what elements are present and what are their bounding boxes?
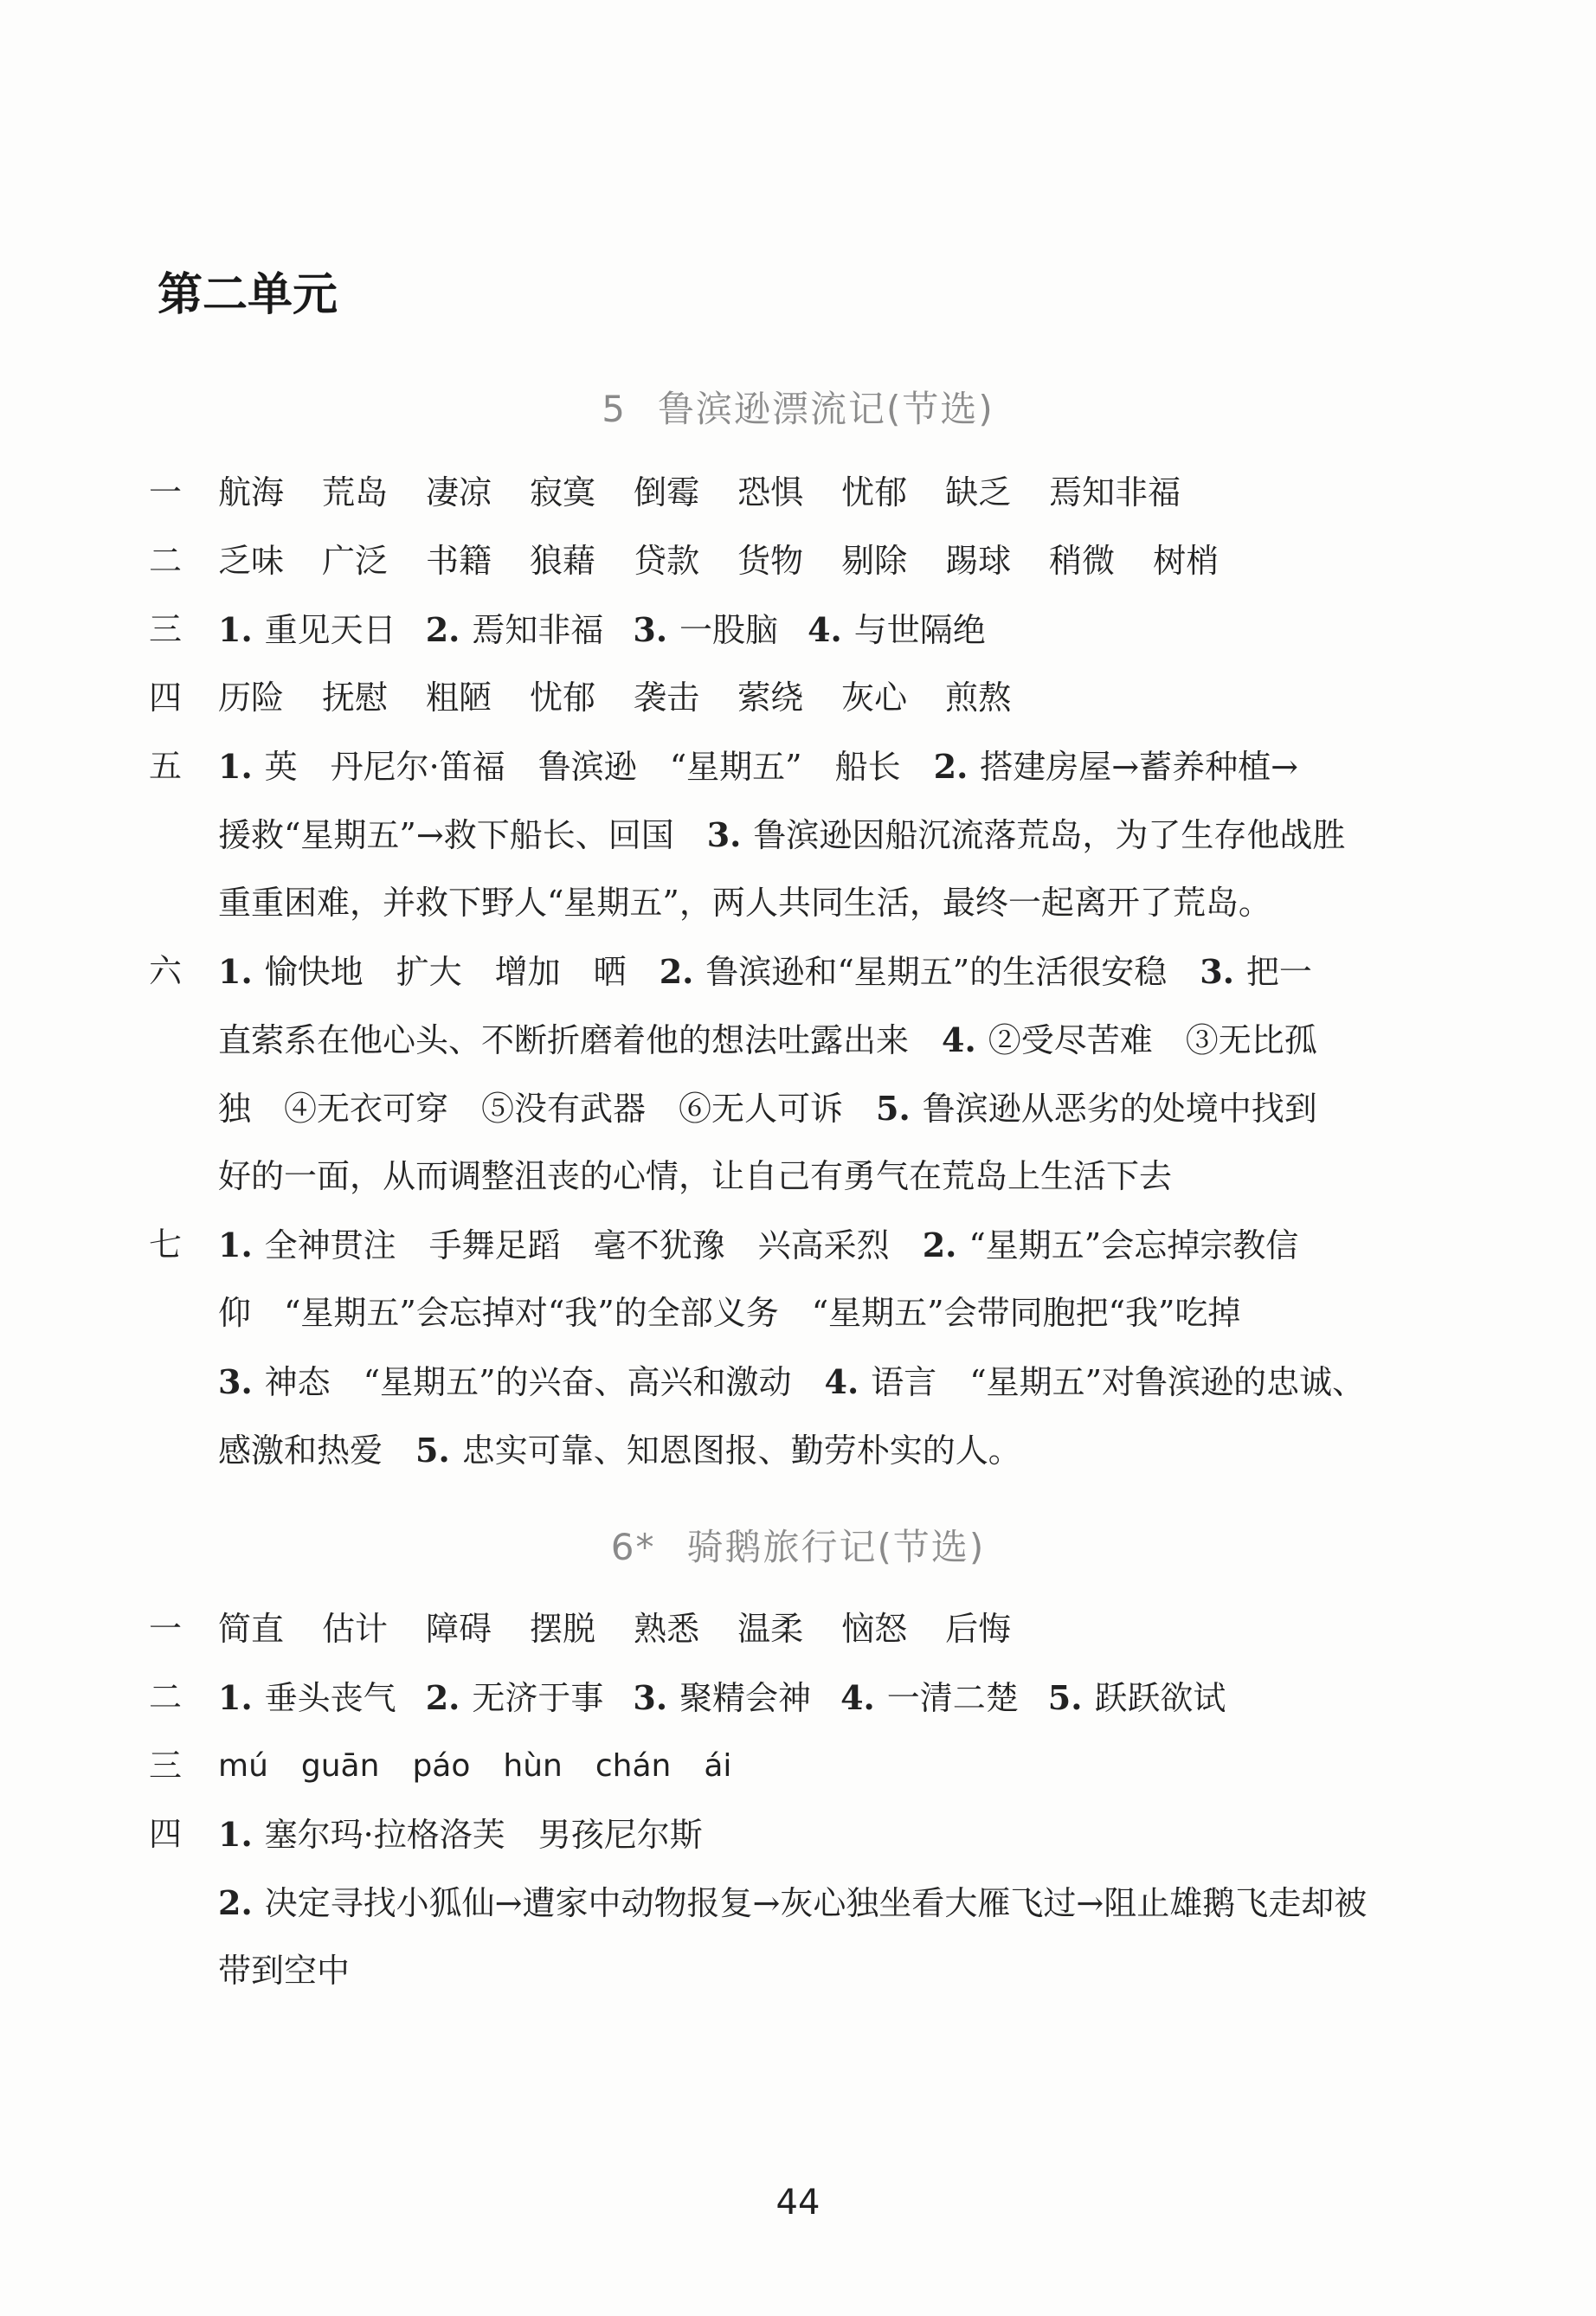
answer-word: 忧郁	[530, 679, 596, 717]
question-label: 三	[149, 610, 183, 648]
answer-number: 5.	[1047, 1678, 1083, 1717]
answer-text: 塞尔玛·拉格洛芙 男孩尼尔斯	[264, 1816, 703, 1854]
answer-word: 稍微	[1049, 542, 1116, 580]
answer-line	[218, 1937, 1447, 2005]
answer-number: 2.	[922, 1226, 957, 1264]
answer-text: 英 丹尼尔·笛福 鲁滨逊 “星期五” 船长	[264, 748, 901, 786]
answer-word: 煎熬	[945, 679, 1012, 717]
answer-text: 鲁滨逊从恶劣的处境中找到	[922, 1090, 1317, 1128]
answer-number: 5.	[876, 1089, 911, 1128]
answer-number: 1.	[218, 952, 253, 991]
answer-number: 4.	[808, 610, 842, 649]
answer-line	[218, 1074, 1447, 1142]
answer-line	[218, 732, 1447, 801]
answer-word: 估计	[322, 1610, 389, 1648]
answer-text: 直萦系在他心头、不断折磨着他的想法吐露出来	[218, 1021, 910, 1059]
question-label: 五	[149, 747, 183, 785]
question-label: 一	[149, 473, 183, 511]
answer-word: 后悔	[945, 1610, 1012, 1648]
page-number: 44	[775, 2183, 821, 2223]
numbered-answer	[633, 1679, 811, 1717]
word-list	[218, 527, 1447, 595]
question-label: 二	[149, 542, 183, 580]
numbered-answer	[426, 1679, 604, 1717]
numbered-answer	[1048, 1679, 1226, 1717]
answer-paragraph	[218, 1800, 1447, 2005]
answer-number: 1.	[218, 747, 253, 786]
word-list	[218, 1595, 1447, 1663]
answer-text: 与世隔绝	[853, 611, 986, 649]
word-list	[218, 664, 1447, 732]
lesson-5-title	[0, 381, 1596, 433]
answer-text: “星期五”会忘掉宗教信	[969, 1226, 1299, 1264]
answer-word: 荒岛	[322, 473, 389, 511]
answer-word: 摆脱	[530, 1610, 596, 1648]
answer-word: 温柔	[737, 1610, 804, 1648]
answer-text: 援救“星期五”→救下船长、回国	[218, 816, 674, 854]
answer-text: 焉知非福	[472, 611, 604, 649]
question-label: 一	[149, 1610, 183, 1648]
question-label: 四	[149, 679, 183, 717]
answer-line	[218, 1348, 1447, 1416]
lesson-6-answers	[149, 1595, 1447, 2005]
answer-text: 重重困难，并救下野人“星期五”，两人共同生活，最终一起离开了荒岛。	[218, 884, 1271, 922]
answer-word: 广泛	[322, 542, 389, 580]
answer-word: 焉知非福	[1049, 473, 1181, 511]
pinyin-list	[218, 1732, 1447, 1800]
pinyin-word: mú	[218, 1748, 268, 1784]
answer-line	[218, 937, 1447, 1006]
question-label: 三	[149, 1747, 183, 1785]
lesson-6-name: 骑鹅旅行记(节选)	[686, 1526, 986, 1568]
answer-line	[218, 801, 1447, 869]
answer-number: 1.	[218, 1678, 253, 1717]
question-row	[149, 732, 1447, 937]
answer-text: 把一	[1245, 953, 1312, 991]
answer-number: 5.	[415, 1431, 450, 1470]
answer-word: 凄凉	[426, 473, 492, 511]
numbered-answers	[218, 595, 1447, 665]
question-label: 二	[149, 1678, 183, 1716]
answer-word: 恐惧	[737, 473, 804, 511]
answer-text: 全神贯注 手舞足蹈 毫不犹豫 兴高采烈	[264, 1226, 890, 1264]
answer-text: 无济于事	[472, 1679, 604, 1717]
answer-paragraph	[218, 937, 1447, 1211]
answer-text: 一股脑	[679, 611, 779, 649]
answer-number: 3.	[633, 610, 668, 649]
pinyin-word: chán	[595, 1748, 672, 1784]
answer-line	[218, 1142, 1447, 1211]
pinyin-word: ái	[704, 1748, 732, 1784]
unit-title: 第二单元	[158, 269, 338, 321]
question-row	[149, 1595, 1447, 1663]
answer-word: 抚慰	[322, 679, 389, 717]
answer-word: 乏味	[218, 542, 285, 580]
answer-text: 搭建房屋→蓄养种植→	[980, 748, 1298, 786]
answer-number: 2.	[218, 1883, 253, 1922]
lesson-6-title	[0, 1519, 1596, 1571]
answer-number: 2.	[659, 952, 694, 991]
lesson-5-number: 5	[602, 388, 627, 430]
answer-text: ②受尽苦难 ③无比孤	[988, 1021, 1317, 1059]
numbered-answers	[218, 1663, 1447, 1733]
answer-number: 4.	[824, 1362, 859, 1401]
answer-word: 简直	[218, 1610, 285, 1648]
answer-text: 鲁滨逊因船沉流落荒岛，为了生存他战胜	[753, 816, 1346, 854]
answer-word: 恼怒	[841, 1610, 908, 1648]
answer-text: 跃跃欲试	[1094, 1679, 1226, 1717]
answer-word: 灰心	[841, 679, 908, 717]
answer-number: 1.	[218, 1815, 253, 1854]
answer-text: 决定寻找小狐仙→遭家中动物报复→灰心独坐看大雁飞过→阻止雄鹅飞走却被	[264, 1884, 1368, 1922]
answer-text: 神态 “星期五”的兴奋、高兴和激动	[264, 1363, 792, 1401]
answer-word: 树梢	[1153, 542, 1220, 580]
answer-word: 粗陋	[426, 679, 492, 717]
answer-word: 倒霉	[634, 473, 700, 511]
question-label: 四	[149, 1815, 183, 1853]
answer-word: 航海	[218, 473, 285, 511]
answer-number: 2.	[425, 610, 460, 649]
answer-word: 历险	[218, 679, 285, 717]
numbered-answer	[808, 611, 986, 649]
word-list	[218, 459, 1447, 527]
answer-text: 好的一面，从而调整沮丧的心情，让自己有勇气在荒岛上生活下去	[218, 1157, 1173, 1195]
answer-word: 货物	[737, 542, 804, 580]
answer-number: 2.	[425, 1678, 460, 1717]
numbered-answer	[218, 611, 396, 649]
answer-word: 缺乏	[945, 473, 1012, 511]
answer-text: 垂头丧气	[264, 1679, 396, 1717]
question-label: 七	[149, 1226, 183, 1264]
answer-number: 2.	[933, 747, 969, 786]
question-row	[149, 527, 1447, 595]
question-row	[149, 1732, 1447, 1800]
lesson-6-number: 6*	[610, 1526, 656, 1568]
question-row	[149, 595, 1447, 664]
answer-text: 一清二楚	[886, 1679, 1019, 1717]
answer-word: 狼藉	[530, 542, 596, 580]
answer-word: 熟悉	[634, 1610, 700, 1648]
question-row	[149, 1211, 1447, 1484]
numbered-answer	[633, 611, 778, 649]
answer-text: 愉快地 扩大 增加 晒	[264, 953, 627, 991]
answer-word: 寂寞	[530, 473, 596, 511]
answer-line	[218, 869, 1447, 937]
answer-number: 4.	[942, 1020, 976, 1059]
answer-line	[218, 1869, 1447, 1937]
answer-word: 袭击	[634, 679, 700, 717]
lesson-5-answers	[149, 459, 1447, 1484]
question-row	[149, 1800, 1447, 2005]
answer-word: 障碍	[426, 1610, 492, 1648]
answer-number: 3.	[633, 1678, 668, 1717]
question-label: 六	[149, 952, 183, 990]
answer-line	[218, 1279, 1447, 1348]
answer-text: 感激和热爱	[218, 1431, 383, 1470]
numbered-answer	[218, 1679, 396, 1717]
answer-text: 仰 “星期五”会忘掉对“我”的全部义务 “星期五”会带同胞把“我”吃掉	[218, 1294, 1241, 1332]
lesson-5-name: 鲁滨逊漂流记(节选)	[657, 388, 994, 430]
question-row	[149, 459, 1447, 527]
answer-word: 踢球	[945, 542, 1012, 580]
answer-paragraph	[218, 732, 1447, 937]
answer-line	[218, 1800, 1447, 1869]
answer-text: 聚精会神	[679, 1679, 812, 1717]
question-row	[149, 1663, 1447, 1732]
answer-text: 鲁滨逊和“星期五”的生活很安稳	[705, 953, 1168, 991]
numbered-answer	[426, 611, 604, 649]
answer-paragraph	[218, 1211, 1447, 1484]
answer-word: 剔除	[841, 542, 908, 580]
answer-word: 萦绕	[737, 679, 804, 717]
answer-number: 1.	[218, 610, 253, 649]
question-row	[149, 664, 1447, 732]
answer-text: 独 ④无衣可穿 ⑤没有武器 ⑥无人可诉	[218, 1090, 844, 1128]
answer-line	[218, 1006, 1447, 1074]
numbered-answer	[840, 1679, 1019, 1717]
answer-text: 忠实可靠、知恩图报、勤劳朴实的人。	[461, 1431, 1021, 1470]
pinyin-word: guān	[300, 1748, 380, 1784]
answer-text: 重见天日	[264, 611, 396, 649]
answer-line	[218, 1416, 1447, 1484]
answer-number: 3.	[706, 815, 742, 854]
answer-line	[218, 1211, 1447, 1279]
answer-number: 3.	[1200, 952, 1234, 991]
pinyin-word: páo	[412, 1748, 471, 1784]
answer-word: 贷款	[634, 542, 700, 580]
answer-text: 带到空中	[218, 1952, 351, 1990]
question-row	[149, 937, 1447, 1211]
answer-text: 语言 “星期五”对鲁滨逊的忠诚、	[871, 1363, 1366, 1401]
answer-number: 1.	[218, 1226, 253, 1264]
answer-number: 3.	[218, 1362, 253, 1401]
answer-number: 4.	[840, 1678, 875, 1717]
pinyin-word: hùn	[503, 1748, 563, 1784]
answer-word: 书籍	[426, 542, 492, 580]
answer-word: 忧郁	[841, 473, 908, 511]
